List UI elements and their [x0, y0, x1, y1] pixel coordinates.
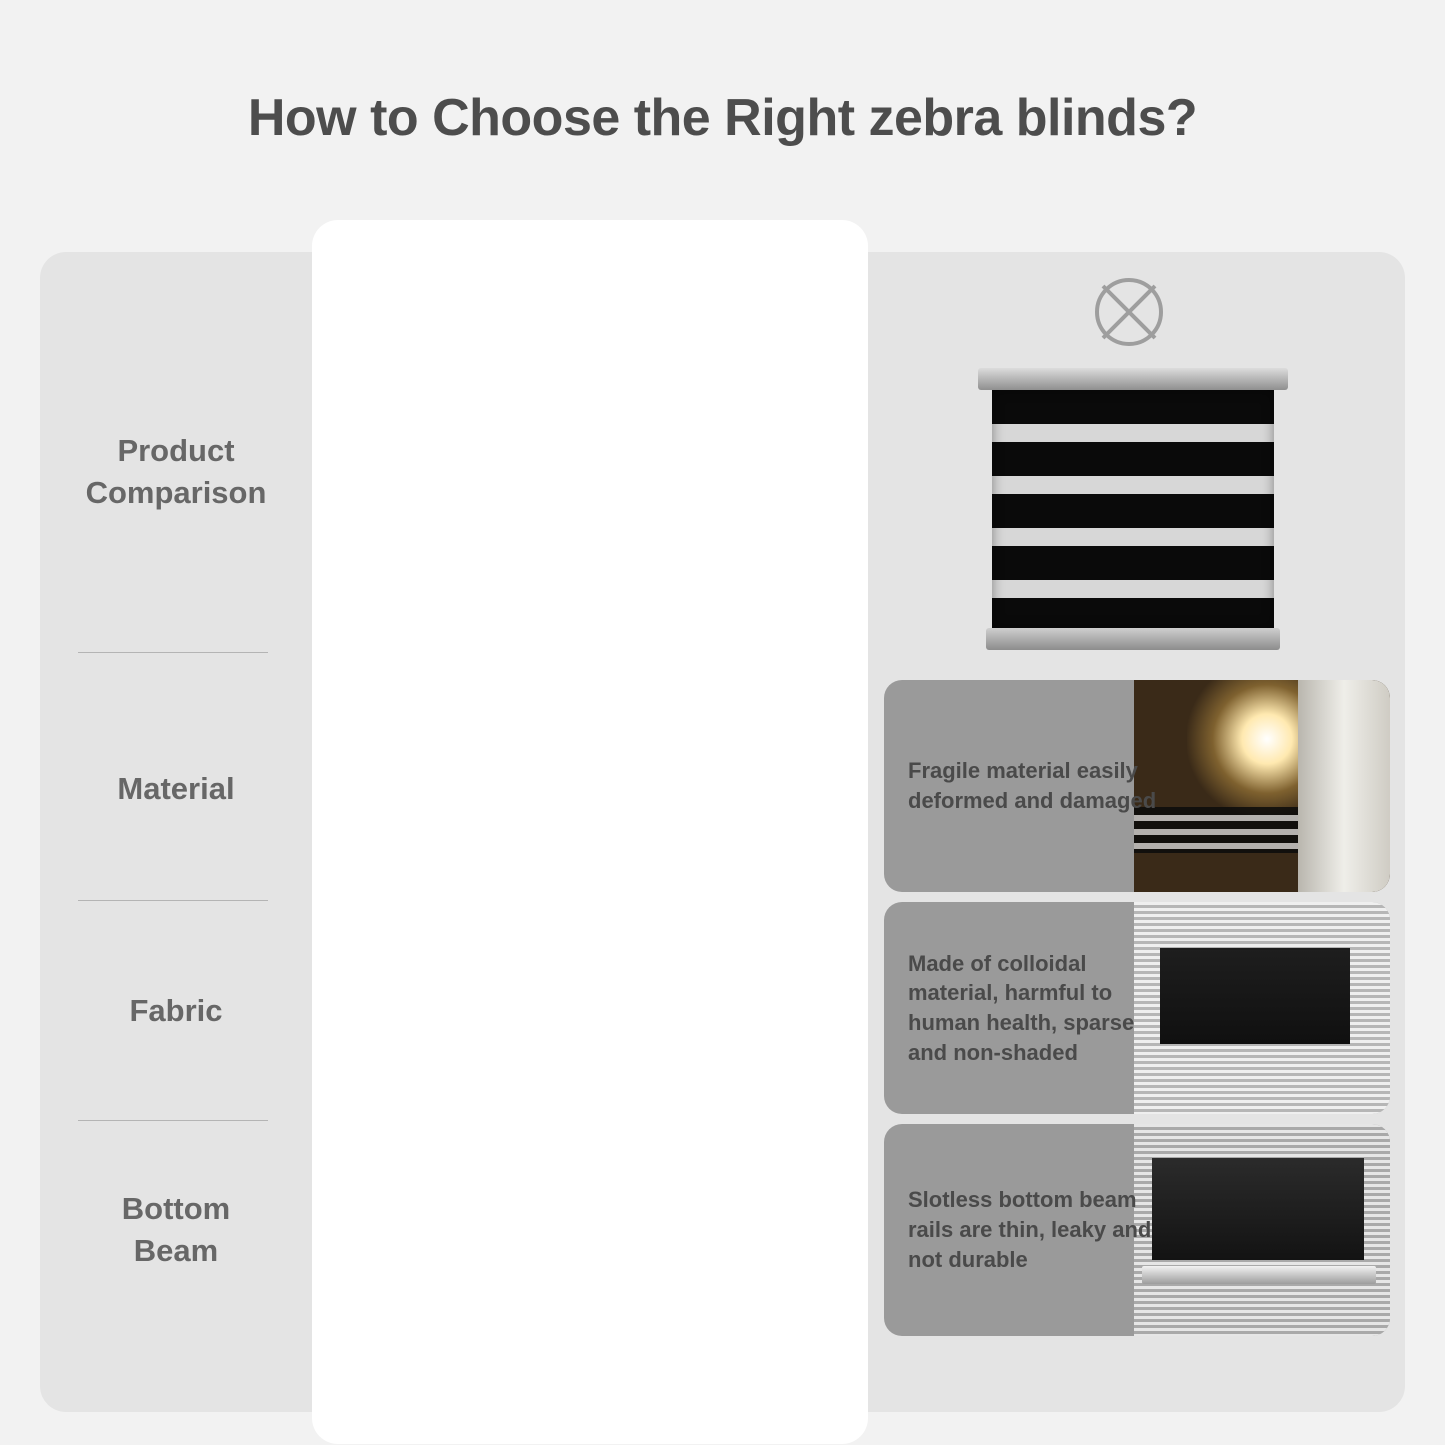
page-title: How to Choose the Right zebra blinds? — [247, 89, 1198, 147]
row-divider — [78, 900, 268, 901]
row-label-bottom-beam — [40, 1188, 312, 1272]
blind-fabric — [992, 390, 1274, 628]
bad-card-fabric — [884, 902, 1390, 1114]
row-label-line-2: Beam — [133, 1232, 219, 1268]
headrail — [978, 368, 1288, 390]
recommended-column-panel — [312, 220, 868, 1444]
bad-card-bottom-beam — [884, 1124, 1390, 1336]
bad-card-bottom-text: Slotless bottom beam rails are thin, leaky and not durable — [908, 1187, 1152, 1272]
row-label-line-1: Product — [117, 433, 235, 468]
sunlight-leak-window-photo — [1134, 680, 1390, 892]
sheer-blind-photo — [1134, 902, 1390, 1114]
row-divider — [78, 652, 268, 653]
row-label-line-1: Bottom — [121, 1191, 231, 1226]
row-divider — [78, 1120, 268, 1121]
row-label-line-2: Comparison — [85, 474, 267, 510]
bad-card-material-text: Fragile material easily deformed and damaged — [908, 758, 1157, 813]
not-recommended-zebra-blind-image — [978, 368, 1288, 650]
row-label-product-comparison — [40, 430, 312, 514]
row-label-material: Material — [117, 771, 235, 806]
cross-circle-icon — [1087, 270, 1171, 359]
thin-bottom-rail-photo — [1134, 1124, 1390, 1336]
row-label-fabric: Fabric — [129, 993, 223, 1028]
bad-card-fabric-text: Made of colloidal material, harmful to human health, sparse and non-shaded — [908, 950, 1135, 1065]
bottom-rail — [986, 628, 1280, 650]
bad-card-material — [884, 680, 1390, 892]
